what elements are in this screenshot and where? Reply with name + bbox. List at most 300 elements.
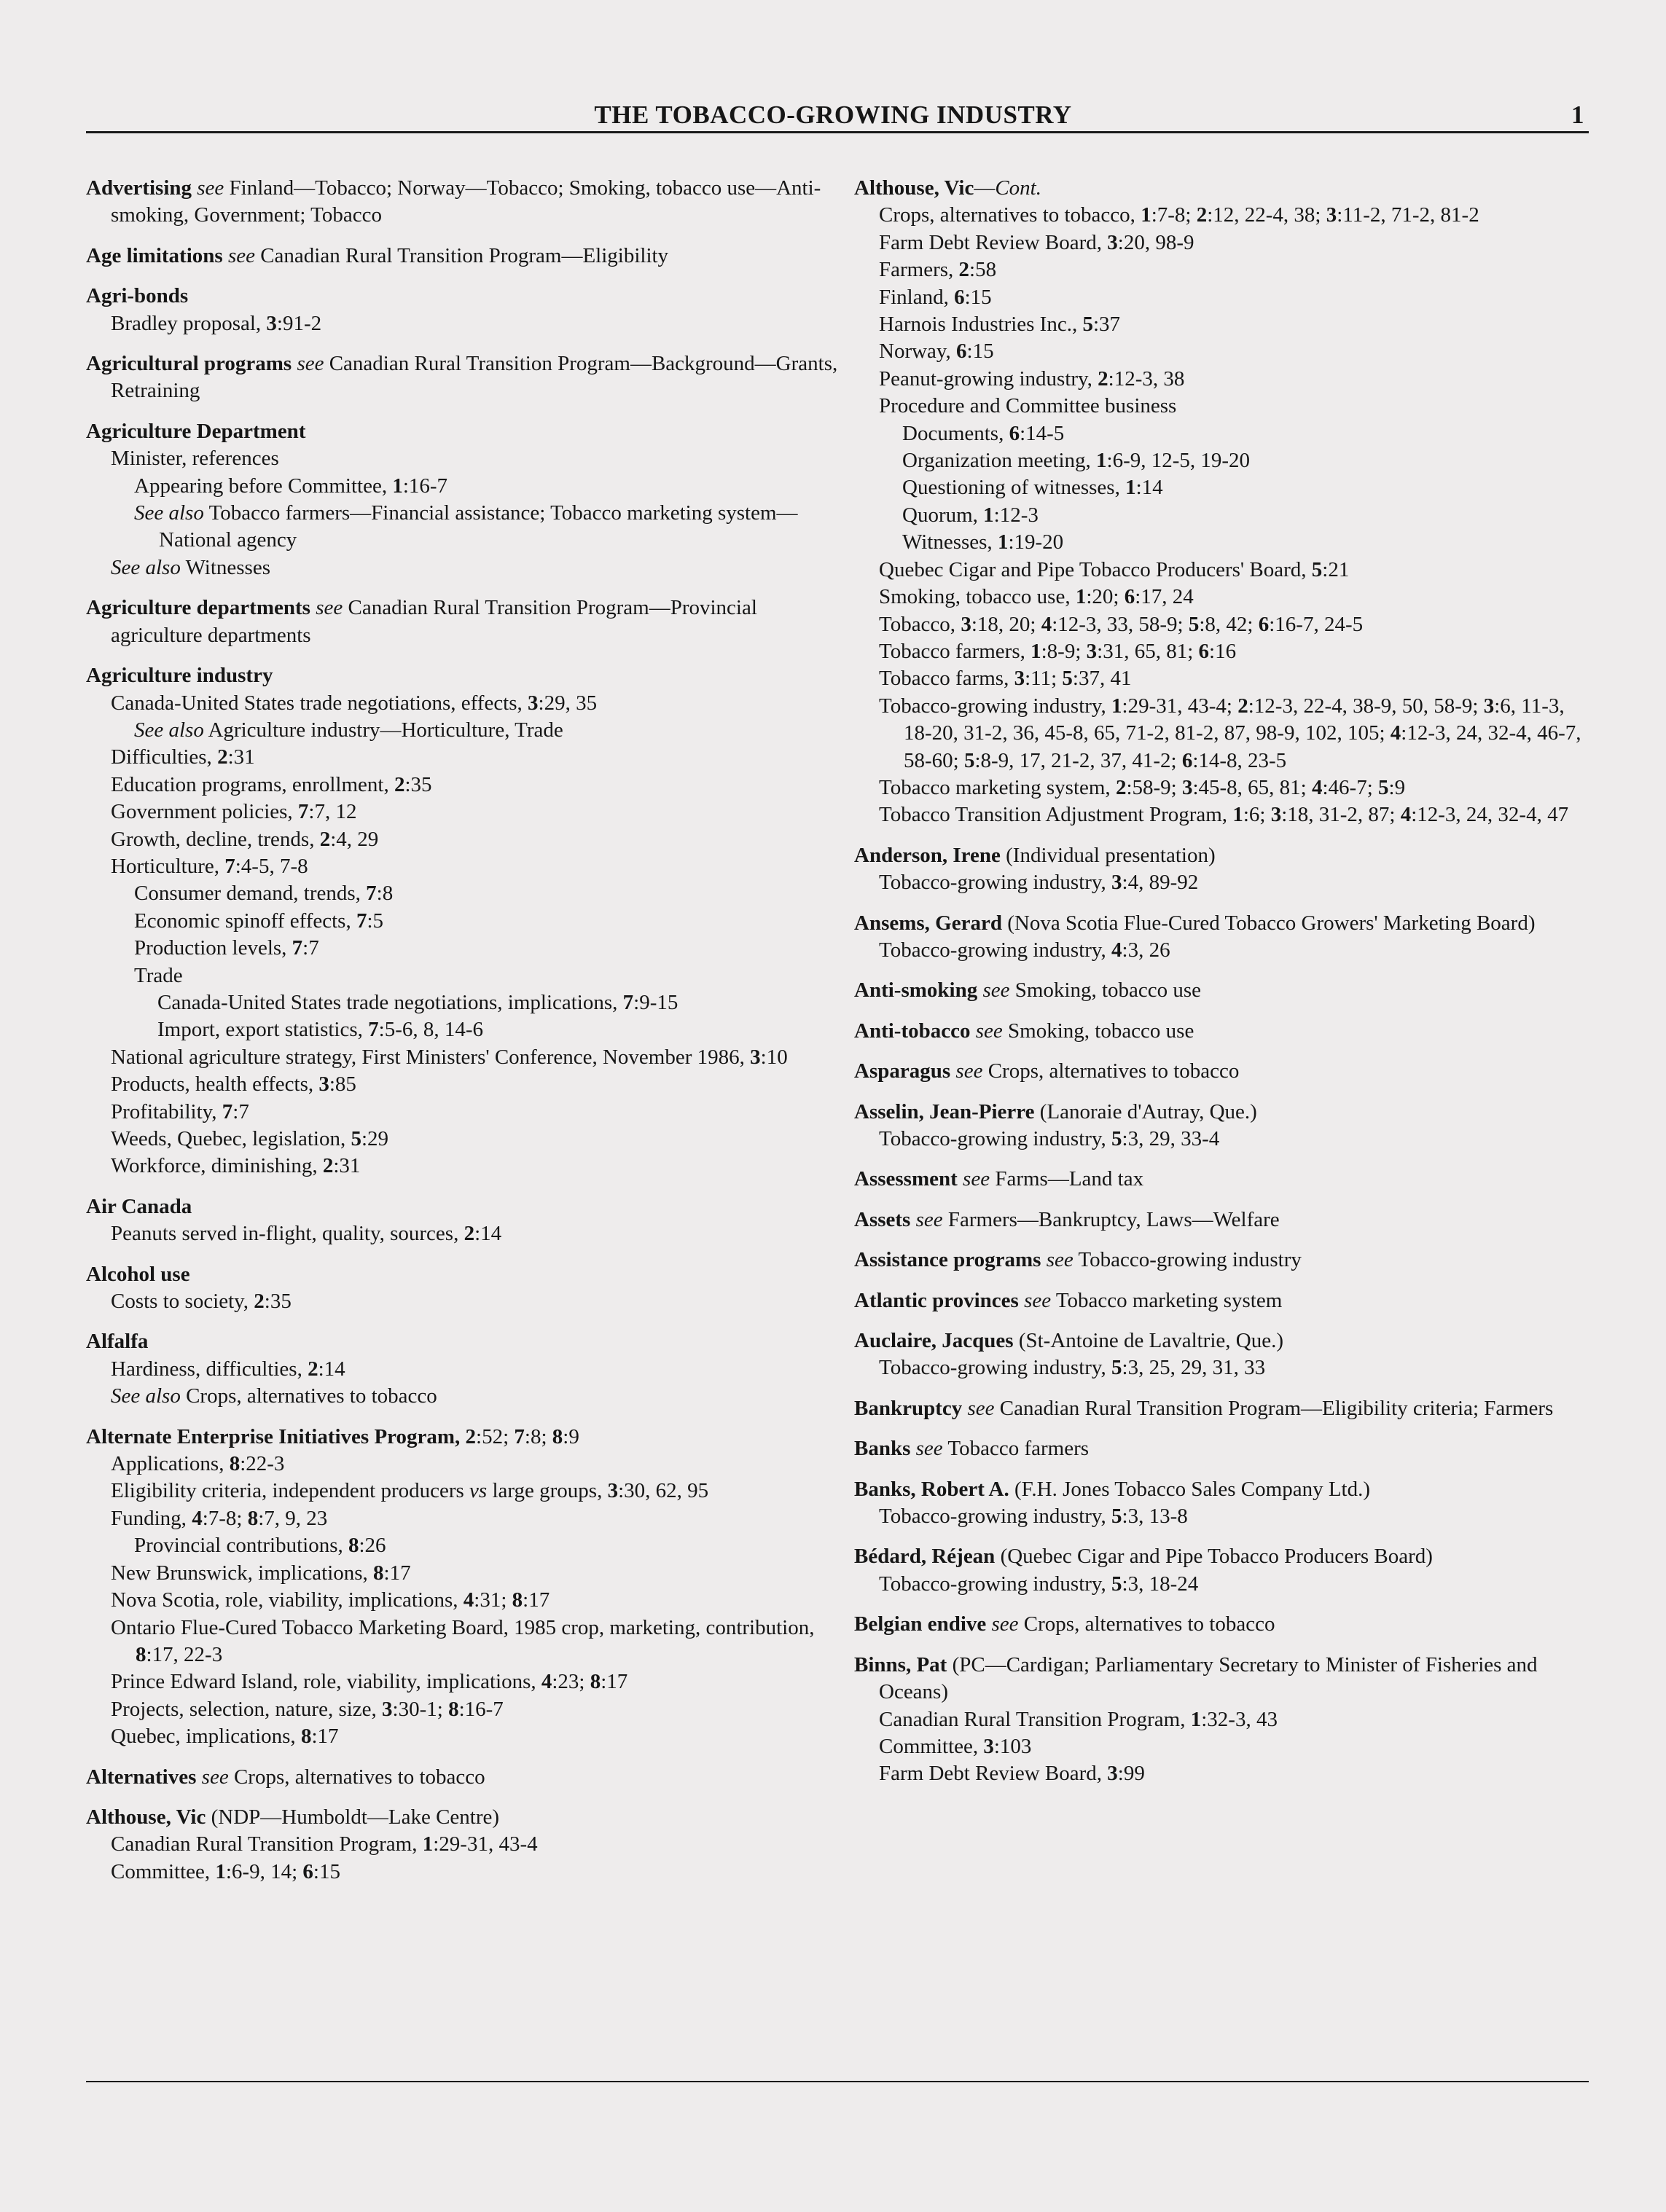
text-run: :8, 42; <box>1199 612 1259 636</box>
text-run: Tobacco-growing industry, <box>879 1572 1112 1596</box>
text-run: Canadian Rural Transition Program—Background—Grants, Retraining <box>111 352 838 403</box>
text-run <box>958 1167 963 1191</box>
bold-term: 6 <box>1009 421 1020 445</box>
bold-term: Assessment <box>854 1167 958 1191</box>
bold-term: 3 <box>1107 1762 1118 1786</box>
bold-term: 7 <box>297 800 309 824</box>
bold-term: 5 <box>1111 1505 1122 1529</box>
text-run: :7 <box>232 1099 249 1123</box>
text-run: :12-3, 33, 58-9; <box>1052 612 1189 636</box>
text-run: Farmers, <box>879 258 959 282</box>
text-run: Provincial contributions, <box>134 1534 348 1558</box>
text-run: Committee, <box>879 1734 984 1758</box>
bold-term: 2 <box>322 1154 334 1178</box>
index-heading <box>86 175 840 230</box>
text-run: :7 <box>302 936 319 960</box>
index-entry <box>86 1764 840 1791</box>
index-subentry <box>86 744 840 771</box>
text-run: :7-8; <box>1151 203 1197 227</box>
text-run: :20; <box>1086 585 1125 609</box>
index-entry <box>86 283 840 337</box>
bold-term: 2 <box>319 827 331 851</box>
text-run: Peanut-growing industry, <box>879 366 1098 391</box>
text-run: :5-6, 8, 14-6 <box>378 1018 484 1042</box>
index-subentry <box>86 1044 840 1071</box>
bold-term: 2 <box>1196 203 1208 227</box>
text-run: Tobacco farmers, <box>879 639 1031 663</box>
bold-term: Bankruptcy <box>854 1396 963 1420</box>
text-run: :22-3 <box>240 1452 285 1476</box>
bold-term: 1 <box>1031 639 1041 663</box>
index-subentry <box>86 445 840 472</box>
bold-term: 4 <box>1312 775 1323 799</box>
text-run: Canada-United States trade negotiations, implications, <box>157 990 623 1014</box>
text-run: :17 <box>383 1561 411 1585</box>
text-run: :9-15 <box>633 990 678 1014</box>
index-entry <box>86 1193 840 1248</box>
italic-term: see <box>991 1612 1019 1636</box>
text-run: Tobacco-growing industry, <box>879 1127 1112 1150</box>
bold-term: Althouse, Vic <box>86 1805 206 1829</box>
index-subentry <box>854 529 1590 556</box>
bold-term: 5 <box>963 748 975 772</box>
text-run: :14-5 <box>1020 421 1065 445</box>
text-run: Crops, alternatives to tobacco <box>982 1059 1240 1083</box>
text-run: :35 <box>404 772 432 796</box>
bold-term: 3 <box>266 311 277 335</box>
text-run: Horticulture, <box>111 854 225 878</box>
bold-term: 3 <box>1270 803 1282 827</box>
index-subentry <box>86 554 840 581</box>
index-subentry <box>86 908 840 935</box>
index-subentry <box>86 1383 840 1410</box>
bold-term: 5 <box>1062 667 1073 691</box>
text-run: Consumer demand, trends, <box>134 882 367 906</box>
bold-term: 8 <box>136 1642 146 1666</box>
bold-term: 3 <box>1107 230 1118 254</box>
text-run: :30-1; <box>392 1697 449 1721</box>
text-run: Tobacco farms, <box>879 667 1014 691</box>
index-entry <box>854 1207 1590 1234</box>
index-heading <box>86 1328 840 1355</box>
text-run: Canadian Rural Transition Program, <box>879 1707 1191 1731</box>
index-subentry <box>86 1099 840 1126</box>
italic-term: See also <box>134 718 204 742</box>
text-run: :14 <box>474 1222 502 1246</box>
text-run: :32-3, 43 <box>1201 1707 1278 1731</box>
index-subentry <box>854 230 1590 256</box>
text-run: :3, 29, 33-4 <box>1122 1127 1220 1150</box>
text-run: :91-2 <box>276 311 322 335</box>
bold-term: Agriculture industry <box>86 664 273 688</box>
bold-term: 8 <box>300 1725 312 1749</box>
text-run: :29-31, 43-4 <box>433 1832 538 1856</box>
text-run: Organization meeting, <box>902 449 1097 473</box>
italic-term: see <box>967 1396 995 1420</box>
index-subentry <box>86 1126 840 1153</box>
index-subentry <box>86 1288 840 1315</box>
bold-term: 5 <box>1188 612 1200 636</box>
index-heading <box>86 283 840 310</box>
text-run: Costs to society, <box>111 1290 254 1314</box>
bold-term: Alternatives <box>86 1765 197 1789</box>
bold-term: 1 <box>392 474 403 498</box>
text-run: :9 <box>563 1424 579 1448</box>
text-run: :16-7, 24-5 <box>1269 612 1364 636</box>
text-run: :103 <box>993 1734 1032 1758</box>
index-entry <box>86 1328 840 1410</box>
text-run: Finland—Tobacco; Norway—Tobacco; Smoking, tobacco use—Anti-smoking, Government; Tobacco <box>111 176 821 227</box>
index-heading <box>854 910 1590 937</box>
text-run: Tobacco marketing system, <box>879 775 1116 799</box>
page-title: THE TOBACCO-GROWING INDUSTRY <box>594 101 1072 129</box>
bold-term: 1 <box>1141 203 1151 227</box>
bold-term: 2 <box>217 745 228 769</box>
bold-term: Agriculture departments <box>86 596 310 620</box>
bold-term: Alternate Enterprise Initiatives Program, 2 <box>86 1424 477 1448</box>
text-run: Farmers—Bankruptcy, Laws—Welfare <box>942 1207 1280 1231</box>
italic-term: see <box>915 1207 943 1231</box>
bold-term: Anti-tobacco <box>854 1019 971 1043</box>
text-run: New Brunswick, implications, <box>111 1561 374 1585</box>
bold-term: 2 <box>254 1290 265 1314</box>
text-run: :31; <box>474 1588 512 1612</box>
text-run: Finland, <box>879 285 955 309</box>
bold-term: 2 <box>394 772 405 796</box>
text-run: :7-8; <box>202 1506 248 1530</box>
index-entry <box>86 595 840 649</box>
text-run: :45-8, 65, 81; <box>1192 775 1312 799</box>
text-run: :8 <box>376 882 394 906</box>
text-run: Tobacco, <box>879 612 961 636</box>
italic-term: see <box>1024 1288 1052 1312</box>
text-run <box>1019 1289 1024 1312</box>
index-subentry <box>86 826 840 853</box>
italic-term: see <box>963 1167 990 1191</box>
page-number: 1 <box>1571 101 1584 129</box>
bold-term: Anderson, Irene <box>854 843 1001 867</box>
bold-term: Alcohol use <box>86 1262 190 1286</box>
text-run: :14 <box>318 1357 345 1381</box>
text-run: Tobacco farmers—Financial assistance; Tobacco marketing system—National agency <box>159 501 798 552</box>
bold-term: Air Canada <box>86 1194 192 1218</box>
text-run: Quebec, implications, <box>111 1725 301 1749</box>
text-run: :10 <box>760 1045 788 1069</box>
index-heading <box>86 1193 840 1220</box>
bold-term: 4 <box>1041 612 1052 636</box>
index-heading <box>86 595 840 649</box>
bold-term: 1 <box>422 1832 434 1856</box>
text-run: :16-7 <box>458 1697 504 1721</box>
text-run: :12-3, 24, 32-4, 46-7, 58-60; <box>904 721 1581 772</box>
text-run: :17, 22-3 <box>146 1642 223 1666</box>
bold-term: 7 <box>366 882 377 906</box>
text-run: :19-20 <box>1008 530 1064 554</box>
index-subentry <box>854 611 1590 638</box>
text-run: Canadian Rural Transition Program—Eligibility <box>254 243 669 267</box>
italic-term: vs <box>469 1479 488 1503</box>
index-subentry <box>86 1560 840 1587</box>
index-subentry <box>854 366 1590 393</box>
index-heading <box>854 1247 1590 1274</box>
text-run: :46-7; <box>1322 775 1379 799</box>
text-run: :17 <box>523 1588 550 1612</box>
bold-term: 1 <box>1190 1707 1202 1731</box>
text-run: Products, health effects, <box>111 1072 319 1097</box>
index-entry <box>854 1166 1590 1193</box>
text-run: Growth, decline, trends, <box>111 827 320 851</box>
text-run: :31, 65, 81; <box>1097 639 1199 663</box>
bold-term: 4 <box>541 1670 552 1694</box>
bold-term: Assistance programs <box>854 1248 1041 1272</box>
bold-term: 3 <box>1326 203 1337 227</box>
text-run: :58 <box>969 258 997 282</box>
text-run <box>910 1208 915 1231</box>
footer-rule <box>86 2081 1589 2082</box>
text-run: Smoking, tobacco use, <box>879 585 1076 609</box>
text-run: Prince Edward Island, role, viability, implications, <box>111 1670 541 1694</box>
text-run: :31 <box>227 745 255 769</box>
italic-term: see <box>982 978 1010 1003</box>
text-run: :35 <box>264 1290 292 1314</box>
text-run: :11-2, 71-2, 81-2 <box>1337 203 1479 227</box>
bold-term: 1 <box>997 530 1009 554</box>
index-subentry <box>86 1615 840 1669</box>
bold-term: 3 <box>1181 775 1193 799</box>
index-subentry <box>854 1706 1590 1733</box>
italic-term: see <box>915 1437 943 1461</box>
text-run: Canadian Rural Transition Program—Eligibility criteria; Farmers <box>994 1396 1554 1420</box>
index-entry <box>854 1247 1590 1274</box>
bold-term: 5 <box>1111 1127 1122 1150</box>
bold-term: 6 <box>1258 612 1270 636</box>
index-entry <box>86 1804 840 1886</box>
bold-term: 5 <box>1082 313 1093 337</box>
index-subentry <box>86 1668 840 1695</box>
index-heading <box>854 1543 1590 1570</box>
index-subentry <box>86 1220 840 1247</box>
bold-term: 8 <box>247 1506 259 1530</box>
index-subentry <box>86 1831 840 1858</box>
bold-term: 3 <box>961 612 971 636</box>
bold-term: 5 <box>1111 1572 1122 1596</box>
index-subentry <box>854 202 1590 229</box>
bold-term: 7 <box>368 1018 379 1042</box>
text-run: :23; <box>552 1670 590 1694</box>
italic-term: Cont. <box>995 176 1041 200</box>
text-run: :8-9, 17, 21-2, 37, 41-2; <box>974 748 1182 772</box>
bold-term: 6 <box>302 1859 313 1883</box>
bold-term: 6 <box>956 340 967 364</box>
bold-term: 8 <box>348 1534 359 1558</box>
text-run: :20, 98-9 <box>1117 230 1194 254</box>
text-run: Canadian Rural Transition Program—Provincial agriculture departments <box>111 596 757 647</box>
text-run: Crops, alternatives to tobacco <box>1018 1612 1275 1636</box>
text-run: Eligibility criteria, independent producers <box>111 1479 470 1503</box>
bold-term: 7 <box>514 1424 525 1448</box>
text-run: :31 <box>333 1154 361 1178</box>
bold-term: 3 <box>1111 871 1122 895</box>
text-run: Witnesses, <box>902 530 998 554</box>
italic-term: see <box>975 1019 1003 1043</box>
index-entry <box>854 910 1590 965</box>
text-run: Tobacco-growing industry, <box>879 1505 1112 1529</box>
bold-term: 7 <box>622 990 634 1014</box>
bold-term: 1 <box>1232 803 1243 827</box>
text-run: Difficulties, <box>111 745 218 769</box>
text-run: Procedure and Committee business <box>879 394 1177 418</box>
index-heading <box>86 1804 840 1831</box>
index-subentry <box>854 1126 1590 1153</box>
text-run: :4, 29 <box>330 827 379 851</box>
bold-term: Agricultural programs <box>86 352 292 376</box>
index-subentry <box>854 474 1590 501</box>
index-heading <box>854 1207 1590 1234</box>
bold-term: 6 <box>1124 585 1135 609</box>
text-run: :29-31, 43-4; <box>1122 694 1238 718</box>
index-subentry <box>86 690 840 717</box>
text-run: :7, 9, 23 <box>258 1506 328 1530</box>
text-run: :4-5, 7-8 <box>235 854 308 878</box>
index-heading <box>854 1327 1590 1354</box>
text-run: large groups, <box>487 1479 608 1503</box>
text-run <box>1041 1248 1046 1271</box>
index-subentry <box>854 256 1590 283</box>
index-entry <box>86 243 840 270</box>
index-subentry <box>854 801 1590 828</box>
index-subentry <box>854 584 1590 611</box>
bold-term: Althouse, Vic <box>854 176 974 200</box>
text-run: Applications, <box>111 1452 230 1476</box>
index-subentry <box>854 393 1590 420</box>
italic-term: see <box>201 1765 229 1789</box>
text-run: :18, 31-2, 87; <box>1281 803 1401 827</box>
text-run: :6-9, 12-5, 19-20 <box>1106 449 1251 473</box>
bold-term: 3 <box>607 1479 619 1503</box>
text-run: :17, 24 <box>1135 585 1194 609</box>
text-run: (F.H. Jones Tobacco Sales Company Ltd.) <box>1009 1477 1370 1501</box>
text-run: (St-Antoine de Lavaltrie, Que.) <box>1013 1329 1283 1353</box>
text-run: :3, 25, 29, 31, 33 <box>1122 1356 1266 1380</box>
text-run: Canadian Rural Transition Program, <box>111 1832 423 1856</box>
text-run: :3, 18-24 <box>1122 1572 1199 1596</box>
text-run: :29, 35 <box>538 691 598 715</box>
italic-term: see <box>955 1059 983 1083</box>
bold-term: 8 <box>373 1561 384 1585</box>
text-run: :12-3, 38 <box>1108 366 1185 391</box>
bold-term: 8 <box>229 1452 240 1476</box>
text-run: :7, 12 <box>308 800 357 824</box>
bold-term: 4 <box>1400 803 1412 827</box>
index-subentry <box>854 1354 1590 1381</box>
text-run: :8; <box>524 1424 552 1448</box>
bold-term: 6 <box>1181 748 1193 772</box>
text-run: National agriculture strategy, First Ministers' Conference, November 1986, <box>111 1045 751 1069</box>
text-run: Tobacco-growing industry, <box>879 694 1112 718</box>
text-run: Witnesses <box>180 555 270 579</box>
text-run: Farm Debt Review Board, <box>879 1762 1108 1786</box>
index-subentry <box>86 717 840 744</box>
index-subentry <box>86 473 840 500</box>
bold-term: 2 <box>958 258 970 282</box>
text-run: :21 <box>1322 557 1350 581</box>
index-subentry <box>86 962 840 989</box>
index-heading <box>86 243 840 270</box>
bold-term: 5 <box>1311 557 1323 581</box>
bold-term: 7 <box>224 854 235 878</box>
bold-term: 2 <box>308 1357 318 1381</box>
text-run: :99 <box>1117 1762 1145 1786</box>
index-subentry <box>854 638 1590 665</box>
index-column-right <box>854 175 1590 1801</box>
index-heading <box>86 1764 840 1791</box>
bold-term: 2 <box>1237 694 1248 718</box>
text-run: (Individual presentation) <box>1000 843 1216 867</box>
index-heading <box>854 1476 1590 1503</box>
text-run: Economic spinoff effects, <box>134 909 356 933</box>
bold-term: 1 <box>1125 476 1136 500</box>
index-entry <box>86 350 840 405</box>
italic-term: See also <box>134 501 204 525</box>
text-run: Education programs, enrollment, <box>111 772 394 796</box>
bold-term: Ansems, Gerard <box>854 911 1002 935</box>
index-subentry <box>854 1571 1590 1598</box>
text-run: Crops, alternatives to tobacco <box>180 1384 437 1408</box>
index-subentry <box>86 1153 840 1180</box>
text-run <box>910 1437 915 1460</box>
text-run: Crops, alternatives to tobacco <box>228 1765 485 1789</box>
bold-term: 5 <box>1378 775 1389 799</box>
index-subentry <box>86 1478 840 1505</box>
text-run: Bradley proposal, <box>111 311 267 335</box>
bold-term: 1 <box>1096 449 1107 473</box>
index-entry <box>854 1476 1590 1531</box>
text-run: :14-8, 23-5 <box>1192 748 1287 772</box>
text-run: :16 <box>1209 639 1237 663</box>
index-entry <box>86 662 840 1180</box>
bold-term: Binns, Pat <box>854 1652 947 1676</box>
index-entry <box>854 842 1590 897</box>
index-heading <box>854 1166 1590 1193</box>
index-entry <box>86 418 840 581</box>
text-run: Import, export statistics, <box>157 1018 369 1042</box>
index-subentry <box>854 447 1590 474</box>
bold-term: Agriculture Department <box>86 419 306 443</box>
bold-term: 1 <box>1111 694 1122 718</box>
index-heading <box>854 1287 1590 1314</box>
text-run: Questioning of witnesses, <box>902 476 1126 500</box>
index-subentry <box>86 1532 840 1559</box>
index-subentry <box>854 665 1590 692</box>
text-run: Workforce, diminishing, <box>111 1154 323 1178</box>
text-run: Tobacco farmers <box>942 1437 1090 1461</box>
bold-term: 3 <box>983 1734 994 1758</box>
italic-term: see <box>227 243 255 267</box>
index-heading <box>86 1424 840 1451</box>
index-heading <box>86 350 840 405</box>
text-run: :29 <box>361 1127 389 1150</box>
index-subentry <box>854 338 1590 365</box>
index-heading <box>854 1435 1590 1462</box>
text-run: :6-9, 14; <box>225 1859 303 1883</box>
index-subentry <box>86 772 840 799</box>
text-run: (Lanoraie d'Autray, Que.) <box>1034 1099 1257 1123</box>
bold-term: 3 <box>750 1045 761 1069</box>
italic-term: See also <box>111 555 181 579</box>
text-run <box>196 1765 201 1789</box>
index-heading <box>854 842 1590 869</box>
text-run: :14 <box>1135 476 1163 500</box>
